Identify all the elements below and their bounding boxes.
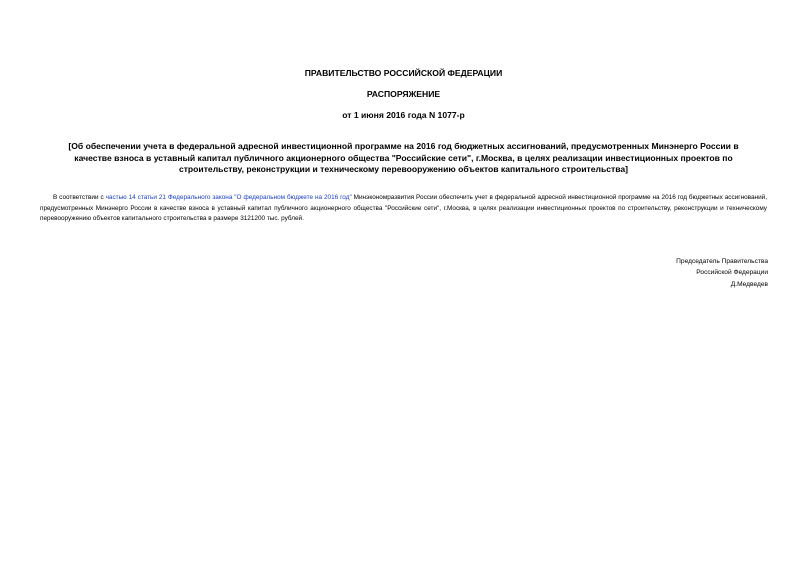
signature-country-line: Российской Федерации xyxy=(696,269,768,277)
document-type-heading: РАСПОРЯЖЕНИЕ xyxy=(366,89,441,99)
organization-heading: ПРАВИТЕЛЬСТВО РОССИЙСКОЙ ФЕДЕРАЦИИ xyxy=(304,68,503,78)
signature-block xyxy=(676,256,768,290)
document-date-number: от 1 июня 2016 года N 1077-р xyxy=(342,110,465,120)
body-intro: В соответствии с xyxy=(53,194,106,201)
signature-name: Д.Медведев xyxy=(730,280,768,288)
law-reference-link[interactable]: частью 14 статьи 21 Федерального закона "О федеральном бюджете на 2016 год" xyxy=(105,194,352,201)
document-body-paragraph xyxy=(40,193,767,225)
body-rest: Минэкономразвития России обеспечить учет в федеральной адресной инвестиционной программе на 2016 год бюджетных ассигнований, предусмотренных Минэнерго России в качестве взноса в уставный капитал публичного акционерного общества "Российские сети", г.Москва, в целях реализации инвестиционных проектов по строительству, реконструкции и техническому перевооружению объектов капитального строительства в размере 3121200 тыс. рублей. xyxy=(40,194,768,223)
signature-title-line: Председатель Правительства xyxy=(676,258,768,265)
document-title: [Об обеспечении учета в федеральной адресной инвестиционной программе на 2016 год бюджетных ассигнований, предусмотренных Минэнерго России в качестве взноса в уставный капитал публичного акционерного общества "Российские сети", г.Москва, в целях реализации инвестиционных проектов по строительству, реконструкции и техническому перевооружению объектов капитального строительства] xyxy=(68,141,739,174)
